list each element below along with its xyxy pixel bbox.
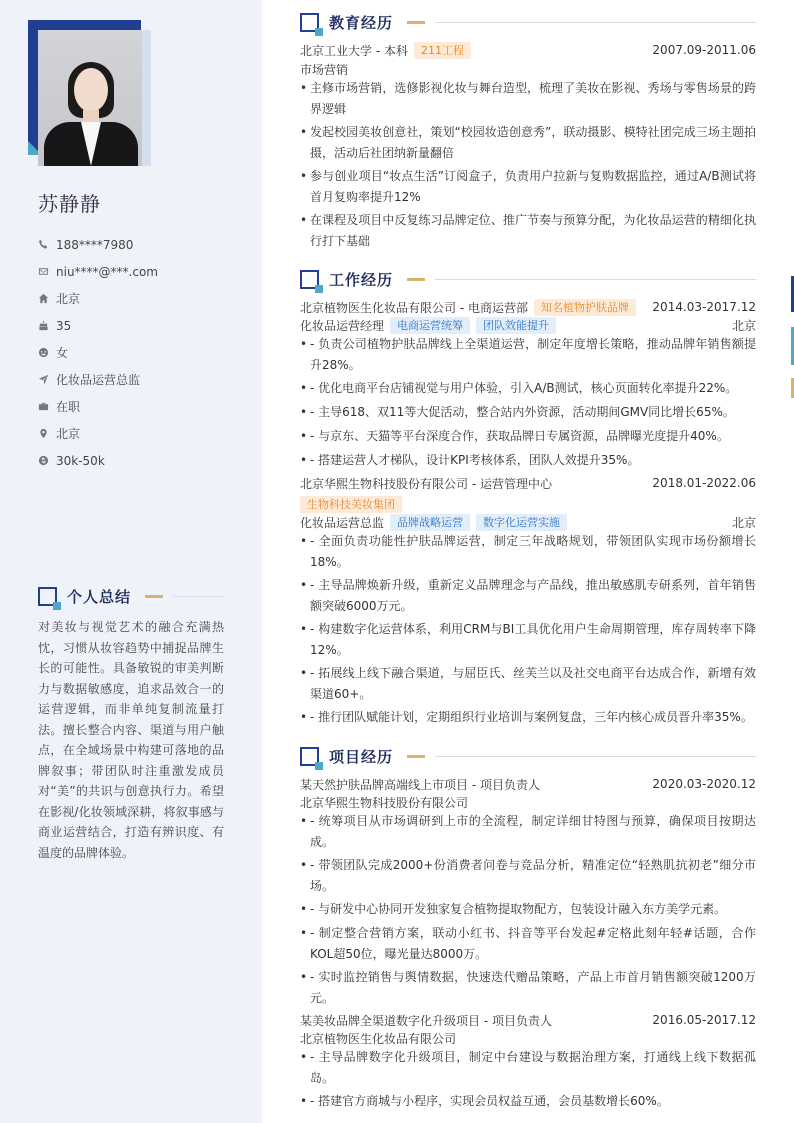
job-date: 2018.01-2022.06: [652, 476, 756, 490]
list-item: • - 构建数字化运营体系，利用CRM与BI工具优化用户生命周期管理，库存周转率下降12%。: [300, 619, 756, 660]
job-city: 北京: [731, 318, 756, 333]
job-role-row: [300, 316, 756, 334]
projects-title: 项目经历: [329, 747, 394, 766]
education-heading: [300, 12, 756, 32]
list-item: • 主修市场营销，选修影视化妆与舞台造型，梳理了美妆在影视、秀场与零售场景的跨界逻辑: [300, 78, 756, 119]
briefcase-icon: [38, 401, 56, 412]
project-org-row: [300, 793, 756, 811]
major: 市场营销: [300, 62, 349, 77]
school-tag: 211工程: [414, 42, 471, 59]
cake-icon: [38, 320, 56, 331]
section-square-icon: [300, 747, 319, 766]
list-item: • - 优化电商平台店铺视觉与用户体验，引入A/B测试，核心页面转化率提升22%。: [300, 378, 756, 399]
list-item: • - 负责公司植物护肤品牌线上全渠道运营，制定年度增长策略，推动品牌年销售额提升28%。: [300, 334, 756, 375]
project-org: 北京植物医生化妆品有限公司: [300, 1031, 457, 1046]
email-text: niu****@***.com: [56, 264, 158, 279]
major-row: [300, 60, 756, 78]
company-tag: 知名植物护肤品牌: [534, 299, 636, 316]
role-tag: 电商运营统筹: [390, 317, 470, 334]
mail-icon: [38, 266, 56, 277]
gender-row: [38, 339, 158, 366]
smile-icon: [38, 347, 56, 358]
contact-info: [38, 231, 158, 474]
target-city-text: 北京: [56, 427, 81, 441]
job-city: 北京: [731, 515, 756, 530]
gender-text: 女: [56, 346, 69, 360]
phone-icon: [38, 239, 56, 250]
salary-text: 30k-50k: [56, 453, 105, 468]
list-item: • - 制定整合营销方案，联动小红书、抖音等平台发起#定格此刻年轻#话题，合作KOL超50位，曝光量达8000万。: [300, 923, 756, 964]
home-icon: [38, 293, 56, 304]
role-tag: 团队效能提升: [476, 317, 556, 334]
job-header-row: [300, 298, 756, 316]
job-role: 化妆品运营总监: [300, 515, 385, 530]
profile-photo-frame: [28, 20, 152, 166]
phone-row: [38, 231, 158, 258]
projects-heading: [300, 746, 756, 766]
email-row: [38, 258, 158, 285]
list-item: • 在课程及项目中反复练习品牌定位、推广节奏与预算分配，为化妆品运营的精细化执行打下基础: [300, 210, 756, 251]
list-item: • - 搭建运营人才梯队，设计KPI考核体系，团队人效提升35%。: [300, 450, 756, 471]
company-name: 北京植物医生化妆品有限公司 - 电商运营部: [300, 300, 528, 315]
company-tag: 生物科技美妆集团: [300, 496, 402, 513]
location-icon: [38, 428, 56, 439]
project-date: 2020.03-2020.12: [652, 777, 756, 791]
salary-row: [38, 447, 158, 474]
project-name: 某天然护肤品牌高端线上市项目 - 项目负责人: [300, 777, 540, 792]
company-name: 北京华熙生物科技股份有限公司 - 运营管理中心: [300, 476, 552, 491]
summary-heading: [38, 586, 224, 606]
list-item: • - 推行团队赋能计划，定期组织行业培训与案例复盘，三年内核心成员晋升率35%。: [300, 707, 756, 728]
list-item: • - 拓展线上线下融合渠道，与屈臣氏、丝芙兰以及社交电商平台达成合作，新增有效渠道60+。: [300, 663, 756, 704]
phone-text: 188****7980: [56, 237, 134, 252]
list-item: • - 搭建官方商城与小程序，实现会员权益互通，会员基数增长60%。: [300, 1091, 756, 1112]
hometown-text: 北京: [56, 292, 81, 306]
person-name: 苏静静: [38, 192, 101, 216]
section-square-icon: [300, 270, 319, 289]
education-date: 2007.09-2011.06: [652, 43, 756, 57]
summary-title: 个人总结: [67, 587, 132, 606]
send-icon: [38, 374, 56, 385]
job-role-row: [300, 513, 756, 531]
hometown-row: [38, 285, 158, 312]
money-icon: [38, 455, 56, 466]
job-date: 2014.03-2017.12: [652, 300, 756, 314]
section-square-icon: [38, 587, 57, 606]
summary-text: 对美妆与视觉艺术的融合充满热忱，习惯从妆容趋势中捕捉品牌生长的可能性。具备敏锐的审美判断力与数据敏感度，追求品效合一的运营逻辑，而非单纯复制流量打法。擅长整合内容、渠道与用户触点，在全域场景中构建可落地的品牌叙事；带团队时注重激发成员对“美”的共识与创意执行力。希望在影视/化妆领域深耕，将叙事感与商业运营结合，打造有辨识度、有温度的品牌体验。: [38, 620, 224, 860]
target-job-text: 化妆品运营总监: [56, 373, 141, 387]
list-item: • - 统筹项目从市场调研到上市的全流程，制定详细甘特图与预算，确保项目按期达成。: [300, 811, 756, 852]
work-title: 工作经历: [329, 270, 394, 289]
list-item: • - 主导618、双11等大促活动，整合站内外资源，活动期间GMV同比增长65%。: [300, 402, 756, 423]
list-item: • 参与创业项目“妆点生活”订阅盒子，负责用户拉新与复购数据监控，通过A/B测试将首月复购率提升12%: [300, 166, 756, 207]
list-item: • - 带领团队完成2000+份消费者问卷与竞品分析，精准定位“轻熟肌抗初老”细分市场。: [300, 855, 756, 896]
role-tag: 数字化运营实施: [476, 514, 567, 531]
job-role: 化妆品运营经理: [300, 318, 385, 333]
work-heading: [300, 269, 756, 289]
section-square-icon: [300, 13, 319, 32]
list-item: • - 与京东、天猫等平台深度合作，获取品牌日专属资源，品牌曝光度提升40%。: [300, 426, 756, 447]
school-name: 北京工业大学 - 本科: [300, 43, 408, 58]
role-tag: 品牌战略运营: [390, 514, 470, 531]
education-title: 教育经历: [329, 13, 394, 32]
education-row: [300, 41, 756, 59]
company-tag-row: [300, 495, 756, 513]
list-item: • - 主导品牌数字化升级项目，制定中台建设与数据治理方案，打通线上线下数据孤岛。: [300, 1047, 756, 1088]
target-job-row: [38, 366, 158, 393]
status-text: 在职: [56, 400, 81, 414]
project-header-row: [300, 1011, 756, 1029]
status-row: [38, 393, 158, 420]
list-item: • - 主导品牌焕新升级，重新定义品牌理念与产品线，推出敏感肌专研系列，首年销售额突破6000万元。: [300, 575, 756, 616]
project-name: 某美妆品牌全渠道数字化升级项目 - 项目负责人: [300, 1013, 552, 1028]
list-item: • - 实时监控销售与舆情数据，快速迭代赠品策略，产品上市首月销售额突破1200万元。: [300, 967, 756, 1008]
project-org: 北京华熙生物科技股份有限公司: [300, 795, 469, 810]
list-item: • 发起校园美妆创意社，策划“校园妆造创意秀”，联动摄影、模特社团完成三场主题拍摄，活动后社团纳新量翻倍: [300, 122, 756, 163]
project-header-row: [300, 775, 756, 793]
list-item: • - 全面负责功能性护肤品牌运营，制定三年战略规划，带领团队实现市场份额增长18%。: [300, 531, 756, 572]
project-org-row: [300, 1029, 756, 1047]
job-header-row: [300, 474, 756, 492]
avatar: [38, 30, 142, 166]
list-item: • - 与研发中心协同开发独家复合植物提取物配方，包装设计融入东方美学元素。: [300, 899, 756, 920]
age-row: [38, 312, 158, 339]
sidebar: [0, 0, 262, 1123]
age-text: 35: [56, 318, 72, 333]
target-city-row: [38, 420, 158, 447]
project-date: 2016.05-2017.12: [652, 1013, 756, 1027]
